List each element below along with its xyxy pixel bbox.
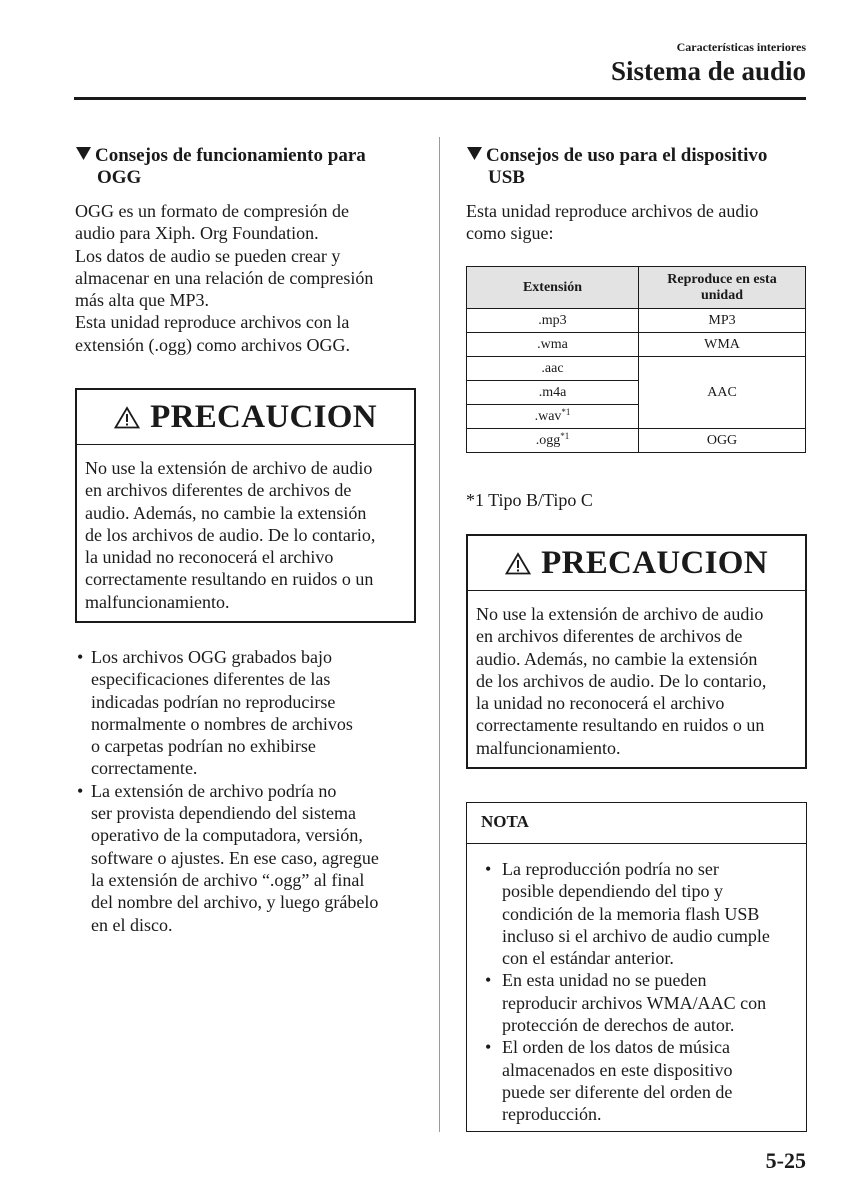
list-item [483, 969, 796, 1036]
text-line: El orden de los datos de música [502, 1037, 730, 1058]
text-line: correctamente resultando en ruidos o un [85, 569, 374, 590]
right-heading-line1: Consejos de uso para el dispositivo [486, 145, 768, 166]
table-footnote: *1 Tipo B/Tipo C [466, 490, 593, 510]
table-cell-aac: AAC [639, 357, 806, 429]
text-line: La extensión de archivo podría no [91, 780, 337, 801]
bullet-icon: • [77, 780, 84, 801]
text-line: la unidad no reconocerá el archivo [85, 547, 334, 568]
header-rule [74, 97, 806, 100]
list-item [483, 858, 796, 969]
table-row [467, 333, 806, 357]
text-line: en el disco. [91, 914, 173, 935]
caution-header [468, 536, 805, 591]
table-cell: .wma [467, 333, 639, 357]
text-line: audio para Xiph. Org Foundation. [75, 223, 319, 244]
text-line: de los archivos de audio. De lo contario, [476, 670, 767, 691]
section-label: Características interiores [676, 40, 806, 54]
table-cell: OGG [639, 429, 806, 453]
text-line: No use la extensión de archivo de audio [85, 458, 373, 478]
text-line: audio. Además, no cambie la extensión [476, 648, 758, 669]
table-cell: .aac [467, 357, 639, 381]
caution-box-left [75, 388, 416, 623]
text-line: Los archivos OGG grabados bajo [91, 647, 332, 667]
right-intro [466, 200, 806, 245]
warning-triangle-icon [505, 552, 531, 575]
caution-body [77, 445, 414, 613]
text-line: como sigue: [466, 223, 554, 244]
warning-triangle-icon [114, 406, 140, 429]
note-box [466, 802, 807, 1132]
caution-header [77, 390, 414, 445]
cell-text: .wav [534, 408, 562, 424]
table-cell: .m4a [467, 381, 639, 405]
caution-title: PRECAUCION [150, 398, 377, 435]
text-line: La reproducción podría no ser [502, 859, 719, 879]
table-row [467, 309, 806, 333]
text-line: protección de derechos de autor. [502, 1015, 735, 1036]
note-title: NOTA [467, 803, 806, 844]
table-cell: .mp3 [467, 309, 639, 333]
text-line: operativo de la computadora, versión, [91, 825, 363, 846]
footnote-marker: *1 [561, 406, 571, 417]
text-line: audio. Además, no cambie la extensión [85, 502, 367, 523]
table-cell [467, 405, 639, 429]
bullet-icon: • [77, 647, 84, 667]
text-line: OGG es un formato de compresión de [75, 201, 349, 221]
triangle-marker-icon [466, 145, 486, 167]
left-heading-line1: Consejos de funcionamiento para [95, 145, 366, 166]
text-line: almacenar en una relación de compresión [75, 267, 374, 288]
text-line: la extensión de archivo “.ogg” al final [91, 869, 365, 890]
text-line: o carpetas podrían no exhibirse [91, 736, 316, 757]
text-line: de los archivos de audio. De lo contario, [85, 524, 376, 545]
right-heading [466, 145, 811, 189]
extension-table [466, 266, 806, 453]
text-line: condición de la memoria flash USB [502, 903, 760, 924]
text-line: reproducir archivos WMA/AAC con [502, 992, 767, 1013]
left-heading-line2: OGG [97, 167, 142, 188]
text-line: más alta que MP3. [75, 290, 209, 311]
bullet-icon: • [485, 1037, 492, 1058]
text-line: ser provista dependiendo del sistema [91, 803, 356, 824]
col-header-extension: Extensión [467, 267, 639, 309]
footnote-marker: *1 [560, 430, 570, 441]
col-header-playback-text: Reproduce en esta unidad [667, 271, 777, 303]
text-line: almacenados en este dispositivo [502, 1059, 733, 1080]
page-number: 5-25 [765, 1148, 806, 1173]
table-row [467, 357, 806, 381]
table-cell: MP3 [639, 309, 806, 333]
text-line: extensión (.ogg) como archivos OGG. [75, 334, 350, 355]
text-line: en archivos diferentes de archivos de [476, 626, 743, 647]
text-line: Los datos de audio se pueden crear y [75, 245, 341, 266]
left-intro [75, 200, 425, 356]
col-header-playback [639, 267, 806, 309]
text-line: correctamente. [91, 758, 198, 779]
text-line: En esta unidad no se pueden [502, 970, 707, 991]
text-line: software o ajustes. En ese caso, agregue [91, 847, 379, 868]
caution-box-right [466, 534, 807, 769]
caution-title: PRECAUCION [541, 544, 768, 581]
text-line: Esta unidad reproduce archivos de audio [466, 201, 759, 221]
left-heading [75, 145, 425, 189]
list-item [75, 780, 425, 936]
column-divider [439, 137, 440, 1132]
list-item [483, 1036, 796, 1125]
cell-text: .ogg [535, 432, 561, 448]
text-line: No use la extensión de archivo de audio [476, 604, 764, 624]
table-header-row [467, 267, 806, 309]
text-line: malfuncionamiento. [85, 591, 230, 612]
text-line: la unidad no reconocerá el archivo [476, 693, 725, 714]
text-line: reproducción. [502, 1104, 602, 1125]
caution-body [468, 591, 805, 759]
table-cell: WMA [639, 333, 806, 357]
note-body [467, 844, 806, 1126]
text-line: con el estándar anterior. [502, 948, 674, 969]
text-line: correctamente resultando en ruidos o un [476, 715, 765, 736]
text-line: especificaciones diferentes de las [91, 669, 331, 690]
text-line: normalmente o nombres de archivos [91, 713, 353, 734]
text-line: Esta unidad reproduce archivos con la [75, 312, 350, 333]
table-cell [467, 429, 639, 453]
bullet-icon: • [485, 859, 492, 879]
bullet-icon: • [485, 970, 492, 991]
right-heading-line2: USB [488, 167, 525, 188]
text-line: malfuncionamiento. [476, 737, 621, 758]
page-title: Sistema de audio [610, 56, 806, 86]
text-line: del nombre del archivo, y luego grábelo [91, 892, 379, 913]
text-line: puede ser diferente del orden de [502, 1081, 733, 1102]
triangle-marker-icon [75, 145, 95, 167]
list-item [75, 646, 425, 780]
text-line: indicadas podrían no reproducirse [91, 691, 336, 712]
text-line: incluso si el archivo de audio cumple [502, 925, 770, 946]
left-bullet-list [75, 646, 425, 936]
text-line: en archivos diferentes de archivos de [85, 480, 352, 501]
table-row [467, 429, 806, 453]
text-line: posible dependiendo del tipo y [502, 881, 723, 902]
